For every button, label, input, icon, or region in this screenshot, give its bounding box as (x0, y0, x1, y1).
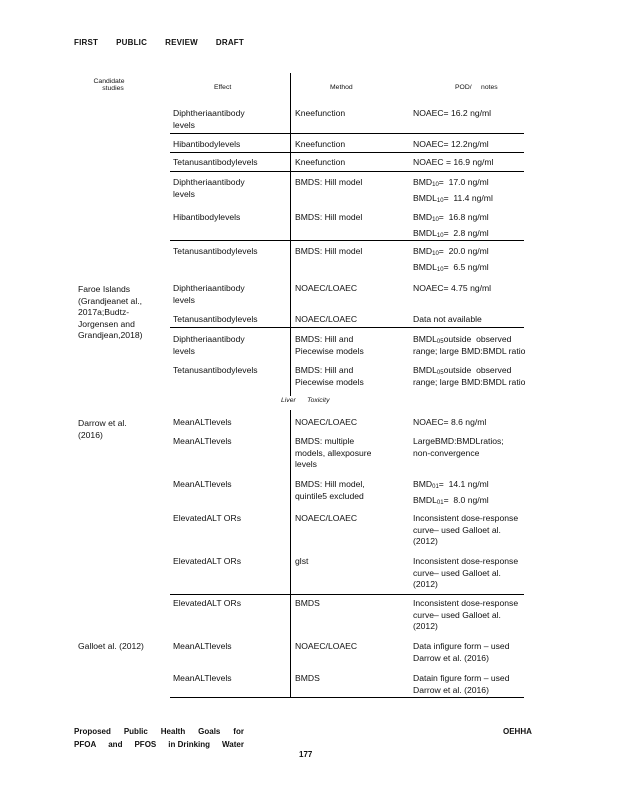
row-divider (170, 594, 524, 595)
effect-cell: Diphtheriaantibody levels (173, 108, 245, 130)
page-header (74, 38, 262, 47)
row-divider (170, 133, 524, 134)
effect-cell: ElevatedALT ORs (173, 598, 241, 608)
method-cell: BMDS (295, 598, 320, 608)
effect-cell: Tetanusantibodylevels (173, 365, 258, 375)
method-cell: Kneefunction (295, 139, 346, 149)
method-cell: BMDS: multiple models, allexposure levels (295, 436, 372, 469)
column-header-method: Method (330, 84, 353, 91)
method-cell: Kneefunction (295, 108, 346, 118)
row-divider (170, 327, 524, 328)
method-cell: BMDS: Hill and Piecewise models (295, 365, 364, 387)
column-header-candidate: Candidate studies (93, 78, 125, 92)
pod-cell: $BMD_{10}= 16.8$ ng/ml $BMDL_{10}= 2.8$ ng/ml (413, 212, 489, 239)
method-cell: NOAEC/LOAEC (295, 417, 358, 427)
method-cell: NOAEC/LOAEC (295, 641, 358, 651)
row-divider (170, 152, 524, 153)
pod-cell: $BMD_{10}= 20.0$ ng/ml $BMDL_{10}= 6.5$ ng/ml (413, 246, 489, 273)
method-cell: glst (295, 556, 309, 566)
header-word: REVIEW (165, 38, 198, 47)
method-cell: NOAEC/LOAEC (295, 283, 358, 293)
pod-cell: $BMD_{10}= 17.0$ ng/ml $BMDL_{10}= 11.4$ ng/ml (413, 177, 493, 204)
header-word: FIRST (74, 38, 99, 47)
effect-cell: Hibantibodylevels (173, 139, 241, 149)
study-darrow: Darrow et al. (2016) (78, 418, 127, 440)
effect-cell: MeanALTlevels (173, 641, 232, 651)
effect-cell: MeanALTlevels (173, 479, 232, 489)
method-cell: BMDS: Hill model (295, 212, 363, 222)
effect-cell: MeanALTlevels (173, 436, 232, 446)
effect-cell: Tetanusantibodylevels (173, 157, 258, 167)
effect-cell: Diphtheriaantibody levels (173, 334, 245, 356)
method-cell: NOAEC/LOAEC (295, 513, 358, 523)
effect-cell: MeanALTlevels (173, 417, 232, 427)
pod-cell: NOAEC= 12.2ng/ml (413, 139, 489, 149)
pod-cell: Inconsistent dose-response curve– used Galloet al. (2012) (413, 598, 519, 631)
header-word: PUBLIC (116, 38, 148, 47)
section-title-liver-toxicity: Liver Toxicity (281, 397, 330, 404)
method-cell: BMDS: Hill model (295, 177, 363, 187)
pod-cell: Data infigure form – used Darrow et al. (2016) (413, 641, 510, 663)
pod-cell: Data not available (413, 314, 482, 324)
pod-cell: Inconsistent dose-response curve– used Galloet al. (2012) (413, 556, 519, 589)
method-cell: BMDS: Hill model (295, 246, 363, 256)
effect-cell: Diphtheriaantibody levels (173, 283, 245, 305)
pod-cell: NOAEC= 4.75 ng/ml (413, 283, 492, 293)
pod-cell: NOAEC= 8.6 ng/ml (413, 417, 487, 427)
effect-cell: Hibantibodylevels (173, 212, 241, 222)
effect-cell: ElevatedALT ORs (173, 513, 241, 523)
pod-cell: LargeBMD:BMDLratios; non-convergence (413, 436, 504, 458)
study-faroe: Faroe Islands (Grandjeanet al., 2017a;Budtz- Jorgensen and Grandjean,2018) (78, 284, 143, 340)
column-header-effect: Effect (214, 84, 232, 91)
pod-cell: Datain figure form – used Darrow et al. (2016) (413, 673, 510, 695)
page-number: 177 (299, 750, 313, 759)
row-divider (170, 171, 524, 172)
study-galloe: Galloet al. (2012) (78, 641, 144, 651)
column-divider (290, 410, 291, 697)
pod-cell: NOAEC = 16.9 ng/ml (413, 157, 494, 167)
footer-agency: OEHHA (503, 727, 532, 736)
header-word: DRAFT (215, 38, 244, 47)
footer-title: Proposed Public Health Goals for PFOA and PFOS in Drinking Water (74, 727, 244, 749)
effect-cell: Tetanusantibodylevels (173, 246, 258, 256)
method-cell: BMDS: Hill and Piecewise models (295, 334, 364, 356)
pod-cell: $BMD_{01}= 14.1$ ng/ml $BMDL_{01}= 8.0$ ng/ml (413, 479, 489, 506)
effect-cell: MeanALTlevels (173, 673, 232, 683)
effect-cell: Diphtheriaantibody levels (173, 177, 245, 199)
row-divider (170, 697, 524, 698)
pod-cell: Inconsistent dose-response curve– used Galloet al. (2012) (413, 513, 519, 546)
effect-cell: ElevatedALT ORs (173, 556, 241, 566)
column-header-pod: POD/ notes (455, 84, 498, 91)
method-cell: NOAEC/LOAEC (295, 314, 358, 324)
pod-cell: NOAEC= 16.2 ng/ml (413, 108, 492, 118)
column-divider (290, 73, 291, 396)
effect-cell: Tetanusantibodylevels (173, 314, 258, 324)
method-cell: BMDS: Hill model, quintile5 excluded (295, 479, 365, 501)
pod-cell: $BMDL_{05}outside$ observed range; large BMD:BMDL ratio (413, 334, 526, 356)
method-cell: Kneefunction (295, 157, 346, 167)
method-cell: BMDS (295, 673, 320, 683)
pod-cell: $BMDL_{05}outside$ observed range; large BMD:BMDL ratio (413, 365, 526, 387)
